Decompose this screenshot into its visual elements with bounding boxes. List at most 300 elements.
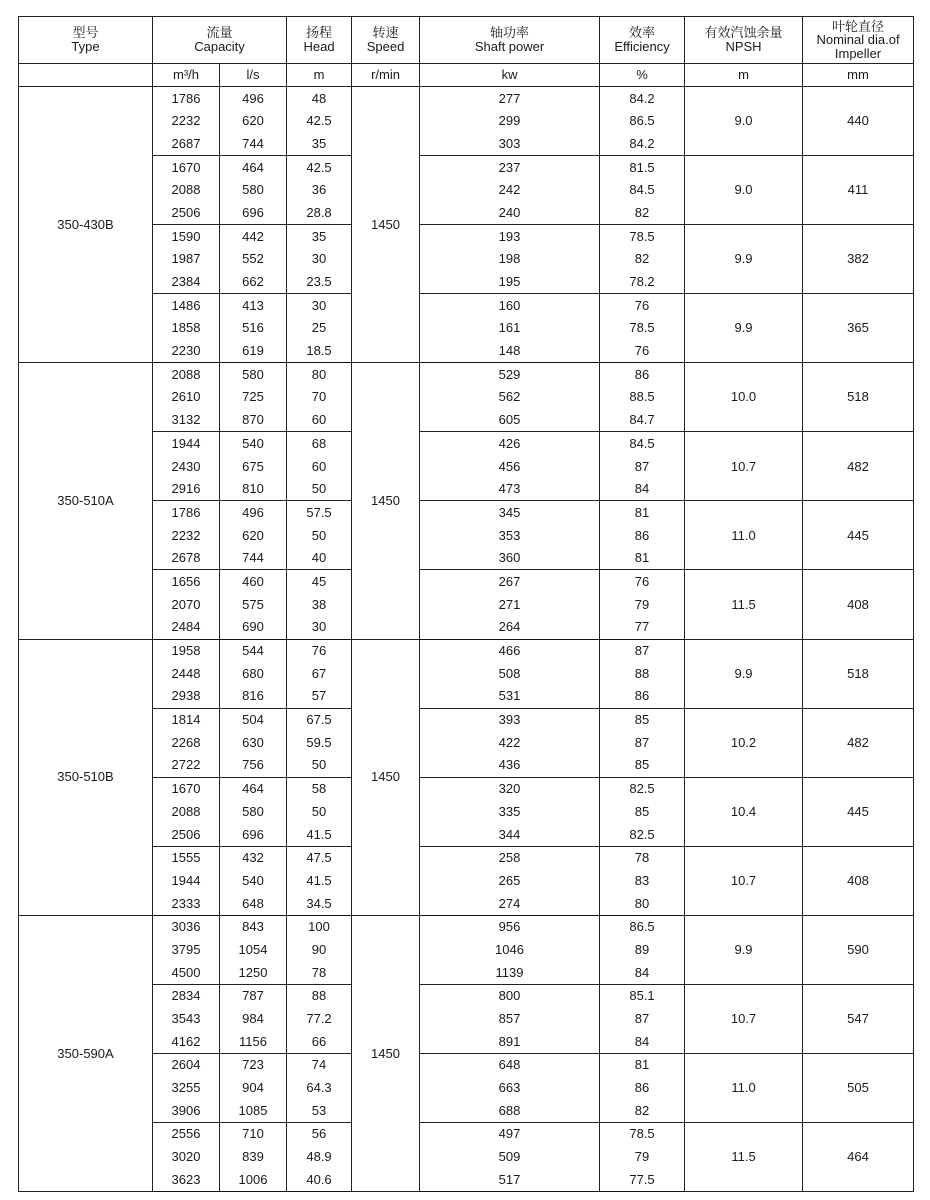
efficiency-cell: 84.2 [600,87,685,110]
head-cell: 60 [287,455,352,478]
efficiency-cell: 87 [600,731,685,754]
npsh-cell: 9.0 [685,156,803,225]
spec-table-body [19,87,914,1192]
capacity-ls-cell: 870 [220,409,287,432]
capacity-ls-cell: 496 [220,501,287,524]
unit-efficiency: % [600,64,685,87]
capacity-ls-cell: 1085 [220,1099,287,1122]
capacity-m3h-cell: 3623 [153,1168,220,1191]
capacity-ls-cell: 620 [220,524,287,547]
capacity-ls-cell: 580 [220,363,287,386]
model-type-cell: 350-510B [19,639,153,915]
impeller-dia-cell: 482 [803,708,914,777]
shaft-power-cell: 277 [420,87,600,110]
shaft-power-cell: 242 [420,179,600,202]
capacity-m3h-cell: 3906 [153,1099,220,1122]
capacity-m3h-cell: 2678 [153,547,220,570]
efficiency-cell: 86 [600,363,685,386]
capacity-ls-cell: 619 [220,340,287,363]
shaft-power-cell: 466 [420,639,600,662]
shaft-power-cell: 529 [420,363,600,386]
model-type-cell: 350-510A [19,363,153,639]
table-row [19,639,914,662]
capacity-m3h-cell: 2556 [153,1122,220,1145]
capacity-ls-cell: 460 [220,570,287,593]
shaft-power-cell: 344 [420,823,600,846]
shaft-power-cell: 531 [420,685,600,708]
head-cell: 23.5 [287,271,352,294]
head-cell: 40 [287,547,352,570]
head-cell: 35 [287,225,352,248]
capacity-m3h-cell: 3543 [153,1008,220,1031]
efficiency-cell: 84.2 [600,132,685,155]
head-cell: 42.5 [287,156,352,179]
head-cell: 88 [287,984,352,1007]
shaft-power-cell: 857 [420,1008,600,1031]
capacity-m3h-cell: 2506 [153,201,220,224]
efficiency-cell: 82.5 [600,777,685,800]
capacity-m3h-cell: 1786 [153,501,220,524]
head-cell: 25 [287,317,352,340]
capacity-ls-cell: 787 [220,984,287,1007]
efficiency-cell: 78.2 [600,271,685,294]
shaft-power-cell: 1046 [420,938,600,961]
head-cell: 48 [287,87,352,110]
capacity-m3h-cell: 2070 [153,593,220,616]
capacity-ls-cell: 504 [220,708,287,731]
head-cell: 68 [287,432,352,455]
head-cell: 41.5 [287,823,352,846]
capacity-ls-cell: 680 [220,662,287,685]
head-cell: 50 [287,478,352,501]
head-cell: 53 [287,1099,352,1122]
table-row [19,1053,914,1076]
shaft-power-cell: 562 [420,386,600,409]
head-cell: 36 [287,179,352,202]
impeller-dia-cell: 445 [803,501,914,570]
npsh-cell: 11.5 [685,570,803,639]
shaft-power-cell: 360 [420,547,600,570]
unit-impeller-dia: mm [803,64,914,87]
capacity-m3h-cell: 1786 [153,87,220,110]
capacity-m3h-cell: 2088 [153,179,220,202]
unit-power: kw [420,64,600,87]
capacity-ls-cell: 464 [220,156,287,179]
shaft-power-cell: 605 [420,409,600,432]
efficiency-cell: 85.1 [600,984,685,1007]
table-row [19,432,914,455]
header-power: 轴功率 Shaft power [420,17,600,64]
header-efficiency: 效率 Efficiency [600,17,685,64]
head-cell: 60 [287,409,352,432]
shaft-power-cell: 198 [420,248,600,271]
shaft-power-cell: 320 [420,777,600,800]
impeller-dia-cell: 482 [803,432,914,501]
unit-type-blank [19,64,153,87]
capacity-ls-cell: 1054 [220,938,287,961]
npsh-cell: 11.0 [685,501,803,570]
efficiency-cell: 81 [600,547,685,570]
header-impeller-dia: 叶轮直径 Nominal dia.of Impeller [803,17,914,64]
head-cell: 40.6 [287,1168,352,1191]
capacity-m3h-cell: 2722 [153,754,220,777]
impeller-dia-cell: 408 [803,846,914,915]
head-cell: 42.5 [287,110,352,133]
head-cell: 66 [287,1030,352,1053]
capacity-m3h-cell: 1814 [153,708,220,731]
efficiency-cell: 86 [600,1077,685,1100]
shaft-power-cell: 193 [420,225,600,248]
capacity-ls-cell: 744 [220,547,287,570]
shaft-power-cell: 265 [420,869,600,892]
impeller-dia-cell: 411 [803,156,914,225]
impeller-dia-cell: 440 [803,87,914,156]
capacity-m3h-cell: 2430 [153,455,220,478]
efficiency-cell: 88 [600,662,685,685]
capacity-ls-cell: 696 [220,823,287,846]
shaft-power-cell: 271 [420,593,600,616]
capacity-m3h-cell: 2268 [153,731,220,754]
efficiency-cell: 82 [600,248,685,271]
table-row [19,363,914,386]
header-head: 扬程 Head [287,17,352,64]
capacity-m3h-cell: 2610 [153,386,220,409]
efficiency-cell: 86 [600,524,685,547]
capacity-ls-cell: 552 [220,248,287,271]
capacity-m3h-cell: 2604 [153,1053,220,1076]
capacity-m3h-cell: 2088 [153,363,220,386]
capacity-m3h-cell: 1656 [153,570,220,593]
efficiency-cell: 81 [600,1053,685,1076]
capacity-ls-cell: 1250 [220,961,287,984]
shaft-power-cell: 274 [420,892,600,915]
impeller-dia-cell: 518 [803,363,914,432]
head-cell: 64.3 [287,1077,352,1100]
capacity-m3h-cell: 2484 [153,616,220,639]
npsh-cell: 10.7 [685,984,803,1053]
capacity-m3h-cell: 4162 [153,1030,220,1053]
efficiency-cell: 88.5 [600,386,685,409]
pump-spec-table [18,16,914,1192]
npsh-cell: 10.7 [685,432,803,501]
capacity-ls-cell: 620 [220,110,287,133]
capacity-ls-cell: 1156 [220,1030,287,1053]
head-cell: 50 [287,800,352,823]
shaft-power-cell: 436 [420,754,600,777]
capacity-ls-cell: 540 [220,432,287,455]
head-cell: 70 [287,386,352,409]
model-type-cell: 350-430B [19,87,153,363]
shaft-power-cell: 648 [420,1053,600,1076]
efficiency-cell: 84.5 [600,432,685,455]
efficiency-cell: 78.5 [600,1122,685,1145]
head-cell: 47.5 [287,846,352,869]
capacity-ls-cell: 839 [220,1146,287,1169]
head-cell: 48.9 [287,1146,352,1169]
capacity-ls-cell: 984 [220,1008,287,1031]
efficiency-cell: 87 [600,1008,685,1031]
shaft-power-cell: 393 [420,708,600,731]
impeller-dia-cell: 382 [803,225,914,294]
head-cell: 59.5 [287,731,352,754]
npsh-cell: 10.2 [685,708,803,777]
shaft-power-cell: 800 [420,984,600,1007]
head-cell: 74 [287,1053,352,1076]
efficiency-cell: 76 [600,340,685,363]
capacity-m3h-cell: 2232 [153,110,220,133]
table-row [19,777,914,800]
shaft-power-cell: 688 [420,1099,600,1122]
shaft-power-cell: 456 [420,455,600,478]
table-row [19,294,914,317]
efficiency-cell: 78 [600,846,685,869]
shaft-power-cell: 353 [420,524,600,547]
head-cell: 38 [287,593,352,616]
capacity-ls-cell: 843 [220,915,287,938]
npsh-cell: 10.4 [685,777,803,846]
capacity-ls-cell: 575 [220,593,287,616]
shaft-power-cell: 267 [420,570,600,593]
head-cell: 80 [287,363,352,386]
capacity-m3h-cell: 3020 [153,1146,220,1169]
shaft-power-cell: 509 [420,1146,600,1169]
table-row [19,984,914,1007]
capacity-m3h-cell: 2506 [153,823,220,846]
capacity-m3h-cell: 2333 [153,892,220,915]
speed-cell: 1450 [352,363,420,639]
capacity-m3h-cell: 1555 [153,846,220,869]
model-type-cell: 350-590A [19,915,153,1191]
efficiency-cell: 82.5 [600,823,685,846]
efficiency-cell: 86 [600,685,685,708]
capacity-m3h-cell: 2230 [153,340,220,363]
capacity-m3h-cell: 1670 [153,156,220,179]
head-cell: 67 [287,662,352,685]
header-capacity: 流量 Capacity [153,17,287,64]
head-cell: 100 [287,915,352,938]
efficiency-cell: 78.5 [600,317,685,340]
efficiency-cell: 78.5 [600,225,685,248]
efficiency-cell: 83 [600,869,685,892]
head-cell: 41.5 [287,869,352,892]
head-cell: 35 [287,132,352,155]
impeller-dia-cell: 445 [803,777,914,846]
shaft-power-cell: 335 [420,800,600,823]
efficiency-cell: 82 [600,1099,685,1122]
capacity-ls-cell: 580 [220,800,287,823]
shaft-power-cell: 422 [420,731,600,754]
efficiency-cell: 76 [600,570,685,593]
efficiency-cell: 80 [600,892,685,915]
table-row [19,1122,914,1145]
capacity-ls-cell: 696 [220,201,287,224]
shaft-power-cell: 508 [420,662,600,685]
shaft-power-cell: 497 [420,1122,600,1145]
npsh-cell: 9.0 [685,87,803,156]
shaft-power-cell: 195 [420,271,600,294]
table-row [19,708,914,731]
impeller-dia-cell: 518 [803,639,914,708]
header-row [19,17,914,64]
table-row [19,225,914,248]
head-cell: 76 [287,639,352,662]
speed-cell: 1450 [352,639,420,915]
capacity-m3h-cell: 2448 [153,662,220,685]
header-npsh: 有效汽蚀余量 NPSH [685,17,803,64]
shaft-power-cell: 956 [420,915,600,938]
head-cell: 34.5 [287,892,352,915]
capacity-m3h-cell: 2834 [153,984,220,1007]
impeller-dia-cell: 547 [803,984,914,1053]
capacity-m3h-cell: 4500 [153,961,220,984]
head-cell: 30 [287,248,352,271]
capacity-ls-cell: 630 [220,731,287,754]
capacity-m3h-cell: 1486 [153,294,220,317]
efficiency-cell: 82 [600,201,685,224]
header-type: 型号 Type [19,17,153,64]
head-cell: 50 [287,524,352,547]
speed-cell: 1450 [352,915,420,1191]
units-row [19,64,914,87]
head-cell: 90 [287,938,352,961]
shaft-power-cell: 345 [420,501,600,524]
capacity-ls-cell: 413 [220,294,287,317]
table-row [19,570,914,593]
table-row [19,156,914,179]
capacity-m3h-cell: 2916 [153,478,220,501]
efficiency-cell: 85 [600,708,685,731]
efficiency-cell: 77.5 [600,1168,685,1191]
head-cell: 67.5 [287,708,352,731]
head-cell: 56 [287,1122,352,1145]
capacity-m3h-cell: 3132 [153,409,220,432]
capacity-m3h-cell: 1670 [153,777,220,800]
efficiency-cell: 86.5 [600,915,685,938]
head-cell: 18.5 [287,340,352,363]
shaft-power-cell: 299 [420,110,600,133]
capacity-ls-cell: 723 [220,1053,287,1076]
capacity-m3h-cell: 2384 [153,271,220,294]
npsh-cell: 9.9 [685,915,803,984]
efficiency-cell: 77 [600,616,685,639]
shaft-power-cell: 473 [420,478,600,501]
capacity-ls-cell: 496 [220,87,287,110]
shaft-power-cell: 303 [420,132,600,155]
capacity-ls-cell: 648 [220,892,287,915]
efficiency-cell: 76 [600,294,685,317]
capacity-ls-cell: 1006 [220,1168,287,1191]
shaft-power-cell: 148 [420,340,600,363]
npsh-cell: 11.0 [685,1053,803,1122]
capacity-ls-cell: 464 [220,777,287,800]
shaft-power-cell: 1139 [420,961,600,984]
head-cell: 57 [287,685,352,708]
head-cell: 77.2 [287,1008,352,1031]
capacity-ls-cell: 662 [220,271,287,294]
npsh-cell: 9.9 [685,294,803,363]
shaft-power-cell: 264 [420,616,600,639]
head-cell: 30 [287,616,352,639]
unit-capacity-ls: l/s [220,64,287,87]
impeller-dia-cell: 464 [803,1122,914,1191]
shaft-power-cell: 517 [420,1168,600,1191]
impeller-dia-cell: 365 [803,294,914,363]
shaft-power-cell: 240 [420,201,600,224]
efficiency-cell: 79 [600,593,685,616]
npsh-cell: 9.9 [685,225,803,294]
unit-speed: r/min [352,64,420,87]
unit-capacity-m3h: m³/h [153,64,220,87]
capacity-ls-cell: 544 [220,639,287,662]
capacity-ls-cell: 432 [220,846,287,869]
npsh-cell: 9.9 [685,639,803,708]
capacity-m3h-cell: 2687 [153,132,220,155]
head-cell: 57.5 [287,501,352,524]
npsh-cell: 11.5 [685,1122,803,1191]
head-cell: 30 [287,294,352,317]
table-row [19,846,914,869]
capacity-ls-cell: 442 [220,225,287,248]
capacity-m3h-cell: 1987 [153,248,220,271]
capacity-ls-cell: 904 [220,1077,287,1100]
efficiency-cell: 89 [600,938,685,961]
shaft-power-cell: 891 [420,1030,600,1053]
impeller-dia-cell: 408 [803,570,914,639]
shaft-power-cell: 160 [420,294,600,317]
capacity-ls-cell: 675 [220,455,287,478]
capacity-m3h-cell: 3795 [153,938,220,961]
head-cell: 28.8 [287,201,352,224]
npsh-cell: 10.7 [685,846,803,915]
speed-cell: 1450 [352,87,420,363]
head-cell: 45 [287,570,352,593]
capacity-m3h-cell: 1590 [153,225,220,248]
capacity-m3h-cell: 1944 [153,432,220,455]
efficiency-cell: 85 [600,754,685,777]
unit-head: m [287,64,352,87]
unit-npsh: m [685,64,803,87]
head-cell: 50 [287,754,352,777]
capacity-m3h-cell: 1944 [153,869,220,892]
shaft-power-cell: 426 [420,432,600,455]
capacity-m3h-cell: 2088 [153,800,220,823]
efficiency-cell: 87 [600,455,685,478]
head-cell: 58 [287,777,352,800]
efficiency-cell: 84 [600,961,685,984]
table-row [19,87,914,110]
header-speed: 转速 Speed [352,17,420,64]
capacity-ls-cell: 690 [220,616,287,639]
capacity-ls-cell: 756 [220,754,287,777]
impeller-dia-cell: 590 [803,915,914,984]
npsh-cell: 10.0 [685,363,803,432]
capacity-ls-cell: 516 [220,317,287,340]
efficiency-cell: 84 [600,1030,685,1053]
efficiency-cell: 84 [600,478,685,501]
shaft-power-cell: 237 [420,156,600,179]
head-cell: 78 [287,961,352,984]
capacity-m3h-cell: 1958 [153,639,220,662]
capacity-ls-cell: 744 [220,132,287,155]
capacity-ls-cell: 580 [220,179,287,202]
capacity-m3h-cell: 2232 [153,524,220,547]
shaft-power-cell: 663 [420,1077,600,1100]
capacity-m3h-cell: 1858 [153,317,220,340]
efficiency-cell: 84.5 [600,179,685,202]
capacity-m3h-cell: 3255 [153,1077,220,1100]
capacity-m3h-cell: 2938 [153,685,220,708]
efficiency-cell: 85 [600,800,685,823]
